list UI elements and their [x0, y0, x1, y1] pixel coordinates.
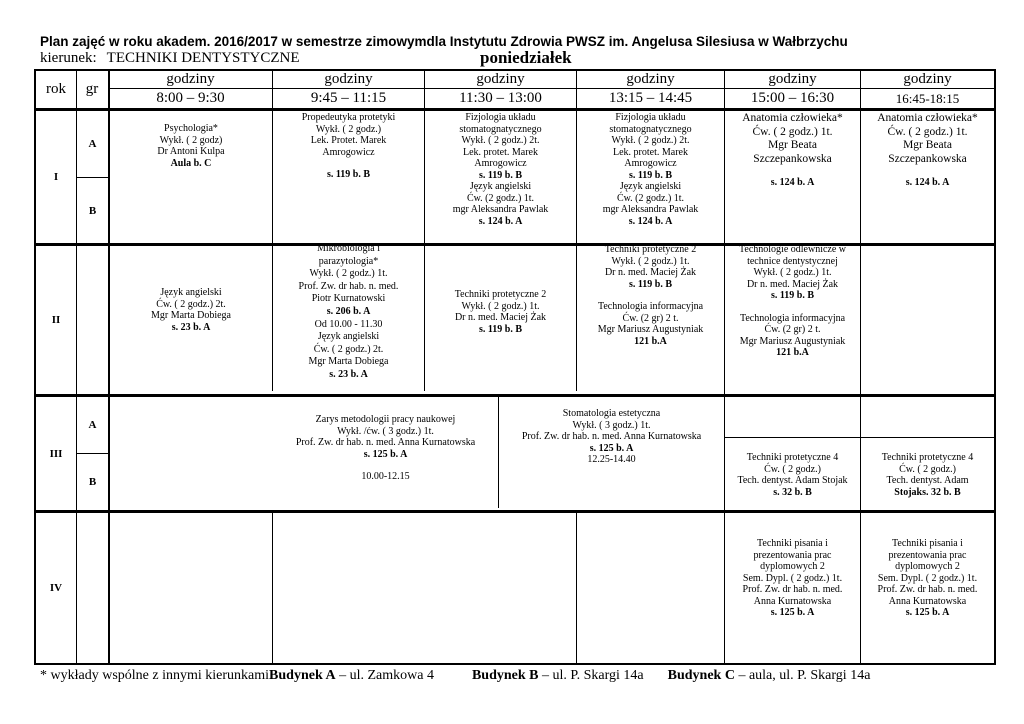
cell-line: s. 124 b. A	[478, 215, 523, 227]
building-b-name: Budynek B	[471, 668, 539, 683]
cell-line: Techniki protetyczne 4	[746, 452, 839, 463]
class-techniki-pisania-1	[725, 538, 860, 619]
kierunek-label: kierunek:	[40, 50, 97, 66]
cell-line: Wykł. /ćw. ( 3 godz.) 1t.	[337, 425, 434, 437]
cell-line: Sem. Dypl. ( 2 godz.) 1t.	[742, 572, 843, 584]
cell-line: Szczepankowska	[888, 152, 967, 165]
cell-line: 121 b.A	[634, 335, 667, 347]
cell-line: s. 124 b. A	[770, 177, 815, 188]
cell-line: Psychologia*	[164, 123, 218, 134]
cell-line: Piotr Kurnatowski	[311, 293, 386, 305]
cell-line: s. 125 b. A	[589, 442, 634, 454]
cell-line: 121 b.A	[776, 347, 809, 358]
class-anatomia-2	[861, 112, 994, 190]
cell-line: s. 124 b. A	[628, 215, 673, 227]
slot-time-5: 15:00 – 16:30	[750, 90, 835, 106]
cell-line: Prof. Zw. dr hab. n. med. Anna Kurnatowska	[295, 437, 476, 448]
slot-time-4: 13:15 – 14:45	[608, 90, 693, 106]
cell-line: Techniki pisania i	[757, 538, 828, 549]
cell-line: Techniki protetyczne 2	[604, 244, 697, 255]
class-techniki-protetyczne-2a	[425, 289, 576, 335]
cell-line: s. 23 b. A	[329, 368, 368, 380]
cell-line: Od 10.00 - 11.30	[314, 318, 383, 330]
building-a-address: – ul. Zamkowa 4	[335, 668, 434, 683]
cell-line: Amrogowicz	[624, 158, 677, 169]
cell-line: Prof. Zw. dr hab. n. med.	[877, 584, 978, 595]
cell-line: Mgr Marta Dobiega	[308, 356, 389, 368]
group-label-i-a: A	[88, 138, 97, 150]
cell-line: technice dentystycznej	[747, 255, 838, 267]
building-b-address: – ul. P. Skargi 14a	[538, 668, 644, 683]
year-label-i: I	[53, 171, 59, 183]
cell-line: Dr n. med. Maciej Żak	[454, 312, 547, 323]
cell-line: Ćw. (2 gr) 2 t.	[622, 312, 679, 324]
class-psychologia	[110, 123, 272, 169]
cell-line: Propedeutyka protetyki	[301, 112, 396, 123]
godziny-header-3: godziny	[476, 71, 525, 87]
cell-line: Technologia informacyjna	[597, 301, 704, 312]
cell-line: s. 119 b. B	[478, 323, 523, 335]
cell-line: 10.00-12.15	[361, 471, 410, 482]
cell-line: Język angielski	[469, 181, 532, 192]
godziny-header-1: godziny	[166, 71, 215, 87]
cell-line: Stojaks. 32 b. B	[894, 486, 961, 498]
cell-line: Wykł. ( 2 godz.)	[315, 123, 382, 135]
building-c-name: Budynek C	[667, 668, 735, 683]
year-divider-3	[36, 510, 994, 513]
cell-line: prezentowania prac	[753, 549, 832, 561]
cell-line: dyplomowych 2	[760, 561, 825, 572]
class-techniki-protetyczne-4a	[725, 452, 860, 498]
year-label-ii: II	[51, 314, 61, 326]
cell-line: Prof. Zw. dr hab. n. med. Anna Kurnatowska	[521, 431, 702, 442]
cell-line: Wykł. ( 2 godz)	[159, 134, 223, 146]
cell-line: Wykł. ( 2 godz.) 1t.	[461, 300, 540, 312]
building-c-address: – aula, ul. P. Skargi 14a	[734, 668, 871, 683]
slot-time-6: 16:45-18:15	[895, 90, 960, 106]
cell-line: s. 125 b. A	[770, 607, 815, 618]
cell-line: Mgr Mariusz Augustyniak	[739, 335, 846, 347]
cell-line: s. 23 b. A	[171, 321, 211, 333]
page-title: Plan zajęć w roku akadem. 2016/2017 w semestrze zimowymdla Instytutu Zdrowia PWSZ im. Angelusa Silesiusa w Wałbrzychu	[40, 34, 848, 49]
class-stomatologia-estetyczna	[499, 408, 724, 466]
cell-line: Amrogowicz	[322, 146, 375, 158]
cell-line: 12.25-14.40	[587, 454, 636, 465]
row-divider-iii	[724, 437, 994, 438]
cell-line: Prof. Zw. dr hab. n. med.	[742, 584, 843, 595]
cell-line: Anatomia człowieka*	[742, 112, 843, 124]
cell-line: Ćw. (2 godz.) 1t.	[466, 192, 535, 204]
cell-line: Ćw. (2 gr) 2 t.	[764, 324, 821, 335]
cell-line: Mgr Mariusz Augustyniak	[597, 324, 704, 335]
class-fizjologia-1	[425, 112, 576, 227]
cell-line: Fizjologia układu	[465, 112, 536, 123]
cell-line: s. 119 b. B	[770, 290, 815, 301]
cell-line: parazytologia*	[318, 255, 379, 267]
cell-line: dyplomowych 2	[895, 561, 960, 572]
cell-line: Mgr Marta Dobiega	[151, 310, 231, 321]
cell-line: Wykł. ( 2 godz.) 1t.	[309, 268, 388, 280]
cell-line: Mgr Beata	[903, 139, 952, 151]
cell-line: Technologia informacyjna	[739, 312, 846, 324]
cell-line: s. 119 b. B	[628, 169, 673, 181]
class-anatomia-1	[725, 112, 860, 190]
cell-line: s. 32 b. B	[773, 486, 812, 498]
cell-line: Ćw. ( 2 godz.) 2t.	[313, 343, 384, 355]
class-jezyk-angielski-ii-1	[110, 287, 272, 333]
class-techniki-protetyczne-2b	[577, 244, 724, 347]
cell-line: s. 125 b. A	[905, 607, 950, 618]
year-label-iii: III	[49, 447, 63, 460]
cell-line: stomatognatycznego	[609, 123, 692, 135]
cell-line: Język angielski	[619, 181, 682, 192]
cell-line: Wykł. ( 3 godz.) 1t.	[572, 419, 651, 431]
cell-line: Tech. dentyst. Adam	[886, 475, 969, 486]
godziny-header-4: godziny	[626, 71, 675, 87]
cell-line: Anatomia człowieka*	[877, 112, 978, 124]
cell-line: Zarys metodologii pracy naukowej	[315, 414, 456, 425]
class-mikrobiologia	[273, 243, 424, 382]
cell-line: prezentowania prac	[888, 549, 967, 561]
cell-line: s. 206 b. A	[326, 305, 371, 317]
cell-line: Język angielski	[317, 331, 380, 343]
cell-line: Dr n. med. Maciej Żak	[746, 278, 839, 290]
col-line-2b	[272, 510, 273, 663]
cell-line: s. 119 b. B	[628, 278, 673, 290]
kierunek-line	[40, 50, 300, 67]
cell-line: Lek. protet. Marek	[463, 146, 538, 158]
group-label-iii-a: A	[88, 419, 97, 431]
class-technologie-odlewnicze	[725, 244, 860, 359]
schedule-table	[34, 69, 996, 665]
slot-time-3: 11:30 – 13:00	[459, 90, 542, 106]
cell-line: Wykł. ( 2 godz.) 1t.	[611, 255, 690, 267]
cell-line: stomatognatycznego	[459, 123, 542, 135]
cell-line: Techniki pisania i	[892, 538, 963, 549]
kierunek-value: TECHNIKI DENTYSTYCZNE	[106, 50, 300, 66]
cell-line: Język angielski	[160, 287, 222, 298]
rok-header: rok	[46, 81, 66, 97]
class-techniki-protetyczne-4b	[861, 452, 994, 498]
cell-line: Technologie odlewnicze w	[738, 244, 847, 255]
cell-line: Mgr Beata	[768, 139, 817, 151]
cell-line: Szczepankowska	[753, 152, 832, 165]
godziny-header-5: godziny	[768, 71, 817, 87]
col-line-4b	[576, 510, 577, 663]
cell-line: Tech. dentyst. Adam Stojak	[737, 475, 848, 486]
cell-line: Mikrobiologia i	[316, 243, 381, 254]
building-a-name: Budynek A	[269, 668, 336, 683]
gr-header: gr	[85, 81, 99, 97]
cell-line: s. 125 b. A	[363, 448, 408, 460]
cell-line: Ćw. ( 2 godz.) 2t.	[156, 298, 226, 310]
cell-line: Anna Kurnatowska	[888, 595, 967, 607]
cell-line: Amrogowicz	[474, 158, 527, 169]
cell-line: Ćw. ( 2 godz.)	[764, 463, 821, 475]
cell-line: Lek. Protet. Marek	[310, 135, 387, 146]
cell-line: s. 124 b. A	[905, 177, 950, 188]
cell-line: Ćw. (2 godz.) 1t.	[616, 192, 685, 204]
cell-line: Aula b. C	[170, 157, 212, 169]
cell-line: Lek. protet. Marek	[613, 146, 688, 158]
cell-line: s. 119 b. B	[478, 169, 523, 181]
godziny-header-6: godziny	[903, 71, 952, 87]
cell-line: Dr Antoni Kulpa	[157, 146, 225, 157]
slot-time-1: 8:00 – 9:30	[156, 90, 225, 106]
header-bottom-line	[36, 108, 994, 111]
class-techniki-pisania-2	[861, 538, 994, 619]
cell-line: Wykł. ( 2 godz.) 2t.	[611, 135, 690, 146]
cell-line: Techniki protetyczne 4	[881, 452, 974, 463]
group-label-iii-b: B	[88, 476, 97, 488]
cell-line: Prof. Zw. dr hab. n. med.	[298, 280, 399, 292]
cell-line: Techniki protetyczne 2	[454, 289, 547, 300]
cell-line: Stomatologia estetyczna	[562, 408, 661, 419]
footer-legend	[40, 668, 870, 684]
cell-line: s. 119 b. B	[326, 169, 371, 180]
cell-line: Ćw. ( 2 godz.) 1t.	[752, 125, 833, 138]
cell-line: Sem. Dypl. ( 2 godz.) 1t.	[877, 572, 978, 584]
cell-line: mgr Aleksandra Pawlak	[452, 204, 549, 215]
cell-line: mgr Aleksandra Pawlak	[602, 204, 699, 215]
cell-line: Fizjologia układu	[615, 112, 686, 123]
cell-line: Ćw. ( 2 godz.)	[899, 463, 956, 475]
year-label-iv: IV	[49, 582, 63, 594]
cell-line: Dr n. med. Maciej Żak	[604, 267, 697, 278]
cell-line: Wykł. ( 2 godz.) 1t.	[753, 267, 832, 278]
day-title: poniedziałek	[480, 48, 572, 67]
cell-line: Anna Kurnatowska	[753, 595, 832, 607]
class-propedeutyka	[273, 112, 424, 181]
godziny-header-2: godziny	[324, 71, 373, 87]
cell-line: Wykł. ( 2 godz.) 2t.	[461, 135, 540, 146]
class-zarys-metodologii	[273, 414, 498, 483]
cell-line: Ćw. ( 2 godz.) 1t.	[887, 125, 968, 138]
slot-time-2: 9:45 – 11:15	[310, 90, 387, 106]
group-label-i-b: B	[88, 204, 97, 217]
footer-note: * wykłady wspólne z innymi kierunkami	[40, 668, 270, 683]
class-fizjologia-2	[577, 112, 724, 227]
